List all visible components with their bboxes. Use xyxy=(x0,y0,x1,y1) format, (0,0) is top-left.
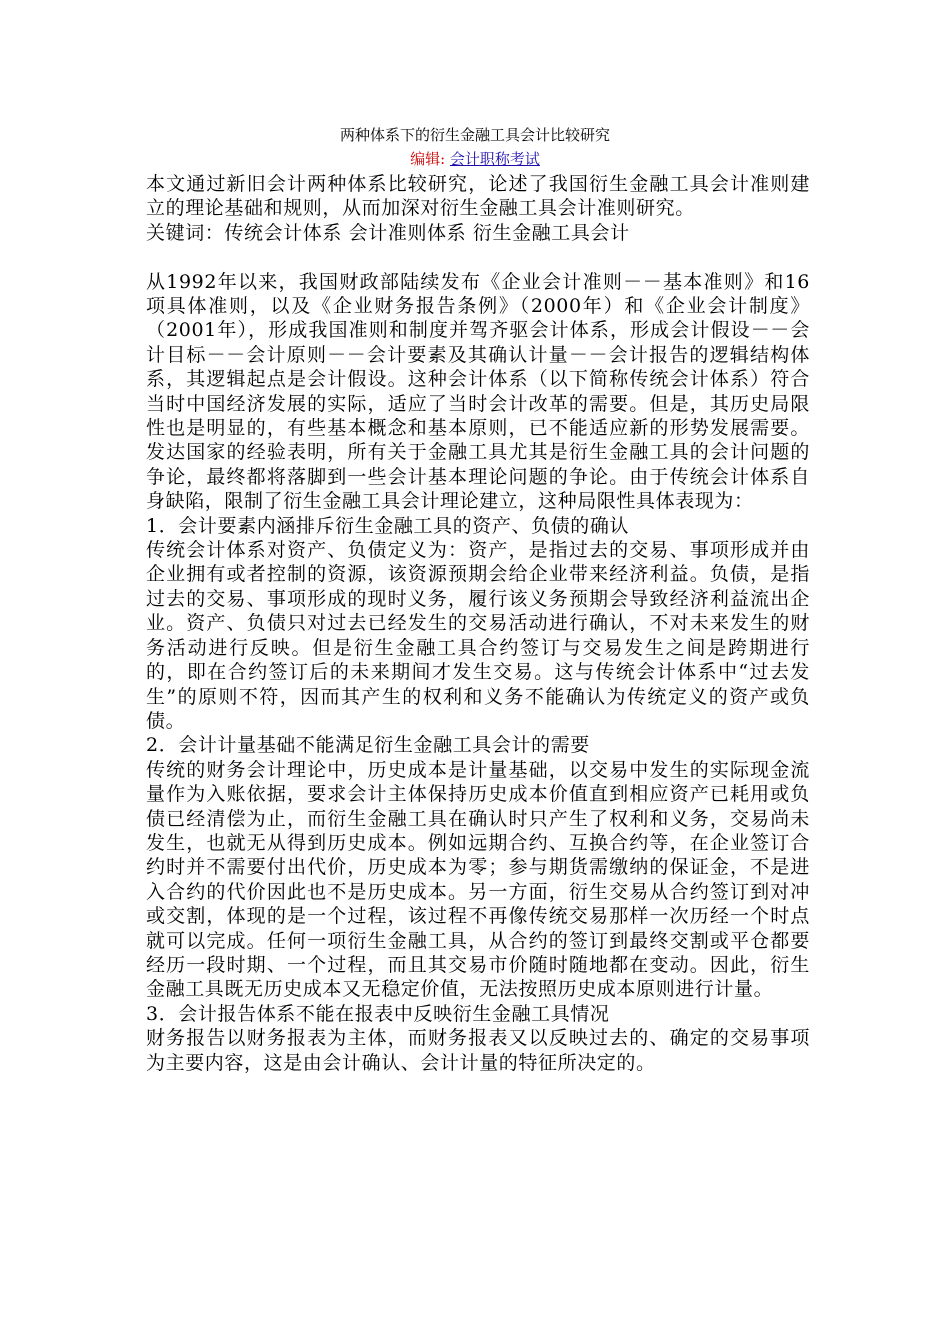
editor-line xyxy=(0,148,950,170)
editor-label: 编辑: xyxy=(410,150,450,168)
document-body xyxy=(146,172,810,1075)
section-paragraph-2: 传统的财务会计理论中，历史成本是计量基础，以交易中发生的实际现金流量作为入账依据，要求会计主体保持历史成本价值直到相应资产已耗用或负债已经清偿为止，而衍生金融工具在确认时只产生了权利和义务，交易尚未发生，也就无从得到历史成本。例如远期合约、互换合约等，在企业签订合约时并不需要付出代价，历史成本为零；参与期货需缴纳的保证金，不是进入合约的代价因此也不是历史成本。另一方面，衍生交易从合约签订到对冲或交割，体现的是一个过程，该过程不再像传统交易那样一次历经一个时点就可以完成。任何一项衍生金融工具，从合约的签订到最终交割或平仓都要经历一段时期、一个过程，而且其交易市价随时随地都在变动。因此，衍生金融工具既无历史成本又无稳定价值，无法按照历史成本原则进行计量。 xyxy=(146,758,810,1001)
blank-line xyxy=(146,245,810,269)
intro-paragraph: 从1992年以来，我国财政部陆续发布《企业会计准则－－基本准则》和16项具体准则，以及《企业财务报告条例》（2000年）和《企业会计制度》（2001年），形成我国准则和制度并驾齐驱会计体系，形成会计假设－－会计目标－－会计原则－－会计要素及其确认计量－－会计报告的逻辑结构体系，其逻辑起点是会计假设。这种会计体系（以下简称传统会计体系）符合当时中国经济发展的实际，适应了当时会计改革的需要。但是，其历史局限性也是明显的，有些基本概念和基本原则，已不能适应新的形势发展需要。发达国家的经验表明，所有关于金融工具尤其是衍生金融工具的会计问题的争论，最终都将落脚到一些会计基本理论问题的争论。由于传统会计体系自身缺陷，限制了衍生金融工具会计理论建立，这种局限性具体表现为： xyxy=(146,270,810,513)
document-title: 两种体系下的衍生金融工具会计比较研究 xyxy=(339,126,610,144)
editor-link[interactable]: 会计职称考试 xyxy=(449,150,540,168)
section-paragraph-3: 财务报告以财务报表为主体，而财务报表又以反映过去的、确定的交易事项为主要内容，这是由会计确认、会计计量的特征所决定的。 xyxy=(146,1027,810,1074)
abstract-paragraph: 本文通过新旧会计两种体系比较研究，论述了我国衍生金融工具会计准则建立的理论基础和规则，从而加深对衍生金融工具会计准则研究。 xyxy=(146,173,810,220)
section-paragraph-1: 传统会计体系对资产、负债定义为：资产，是指过去的交易、事项形成并由企业拥有或者控制的资源，该资源预期会给企业带来经济利益。负债，是指过去的交易、事项形成的现时义务，履行该义务预期会导致经济利益流出企业。资产、负债只对过去已经发生的交易活动进行确认，不对未来发生的财务活动进行反映。但是衍生金融工具合约签订与交易发生之间是跨期进行的，即在合约签订后的未来期间才发生交易。这与传统会计体系中“过去发生”的原则不符，因而其产生的权利和义务不能确认为传统定义的资产或负债。 xyxy=(146,539,810,732)
keywords-line: 关键词：传统会计体系 会计准则体系 衍生金融工具会计 xyxy=(146,221,630,244)
section-heading-1: 1．会计要素内涵排斥衍生金融工具的资产、负债的确认 xyxy=(146,514,630,537)
section-heading-2: 2．会计计量基础不能满足衍生金融工具会计的需要 xyxy=(146,734,590,757)
section-heading-3: 3．会计报告体系不能在报表中反映衍生金融工具情况 xyxy=(146,1002,610,1025)
